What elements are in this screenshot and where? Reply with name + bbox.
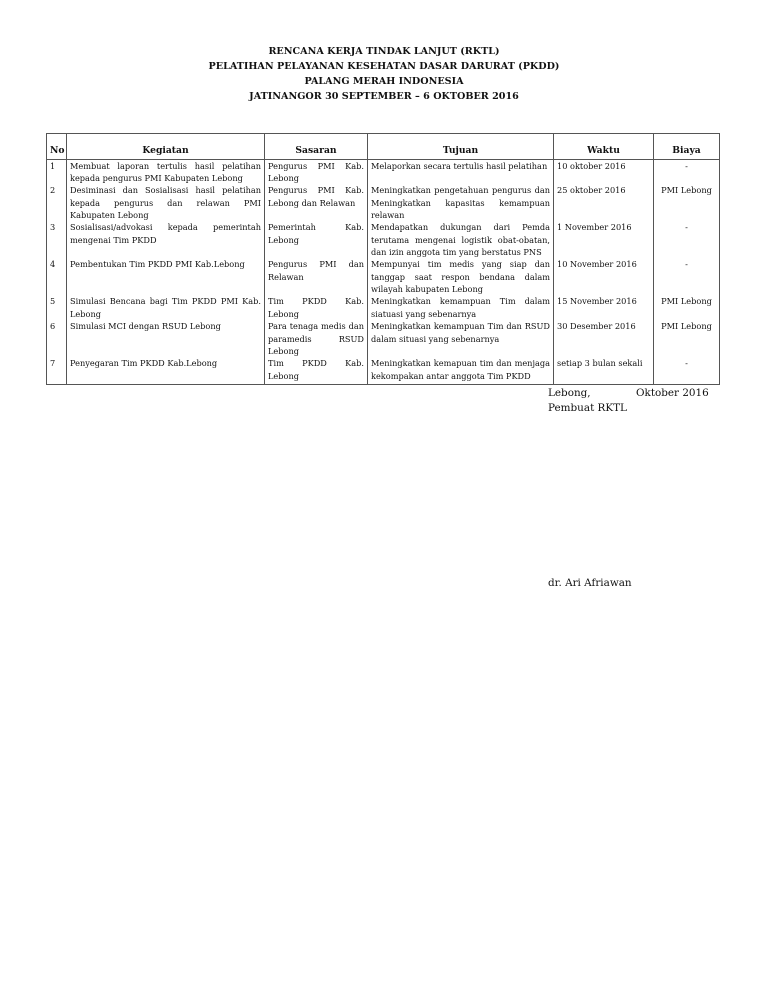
cell-waktu: 15 November 2016	[554, 295, 654, 320]
column-header-tujuan: Tujuan	[368, 134, 554, 160]
cell-tujuan: Meningkatkan kemampuan Tim dalam siatuasi yang sebenarnya	[368, 295, 554, 320]
column-header-kegiatan: Kegiatan	[67, 134, 265, 160]
cell-tujuan: Meningkatkan kemapuan tim dan menjaga kekompakan antar anggota Tim PKDD	[368, 357, 554, 384]
cell-waktu: 30 Desember 2016	[554, 320, 654, 357]
cell-tujuan: Meningkatkan pengetahuan pengurus dan Meningkatkan kapasitas kemampuan relawan	[368, 184, 554, 221]
table-row	[47, 357, 720, 384]
cell-sasaran: Pengurus PMI Kab. Lebong	[265, 160, 368, 185]
cell-biaya: PMI Lebong	[654, 295, 720, 320]
table-header-row	[47, 134, 720, 160]
cell-kegiatan: Simulasi MCI dengan RSUD Lebong	[67, 320, 265, 357]
cell-no: 6	[47, 320, 67, 357]
column-header-no: No	[47, 134, 67, 160]
signature-date: Oktober 2016	[636, 387, 709, 399]
cell-sasaran: Pengurus PMI dan Relawan	[265, 258, 368, 295]
rktl-table	[46, 133, 720, 385]
cell-tujuan: Meningkatkan kemampuan Tim dan RSUD dalam situasi yang sebenarnya	[368, 320, 554, 357]
header-subtitle: PELATIHAN PELAYANAN KESEHATAN DASAR DARURAT (PKDD)	[208, 61, 560, 72]
cell-no: 2	[47, 184, 67, 221]
signature-city: Lebong,	[548, 387, 591, 399]
cell-no: 7	[47, 357, 67, 384]
cell-tujuan: Mempunyai tim medis yang siap dan tanggap saat respon bendana dalam wilayah kabupaten Lebong	[368, 258, 554, 295]
cell-tujuan: Mendapatkan dukungan dari Pemda terutama mengenai logistik obat-obatan, dan izin anggota tim yang berstatus PNS	[368, 221, 554, 258]
cell-waktu: 10 November 2016	[554, 258, 654, 295]
cell-kegiatan: Desiminasi dan Sosialisasi hasil pelatihan kepada pengurus dan relawan PMI Kabupaten Lebong	[67, 184, 265, 221]
cell-sasaran: Pengurus PMI Kab. Lebong dan Relawan	[265, 184, 368, 221]
cell-waktu: 1 November 2016	[554, 221, 654, 258]
signature-name: dr. Ari Afriawan	[548, 577, 632, 589]
cell-sasaran: Tim PKDD Kab. Lebong	[265, 357, 368, 384]
table-row	[47, 320, 720, 357]
cell-sasaran: Para tenaga medis dan paramedis RSUD Lebong	[265, 320, 368, 357]
cell-no: 5	[47, 295, 67, 320]
cell-kegiatan: Pembentukan Tim PKDD PMI Kab.Lebong	[67, 258, 265, 295]
cell-biaya: PMI Lebong	[654, 320, 720, 357]
cell-sasaran: Tim PKDD Kab. Lebong	[265, 295, 368, 320]
column-header-sasaran: Sasaran	[265, 134, 368, 160]
cell-biaya: -	[654, 258, 720, 295]
column-header-biaya: Biaya	[654, 134, 720, 160]
cell-kegiatan: Membuat laporan tertulis hasil pelatihan kepada pengurus PMI Kabupaten Lebong	[67, 160, 265, 185]
table-row	[47, 295, 720, 320]
header-date-place: JATINANGOR 30 SEPTEMBER – 6 OKTOBER 2016	[249, 91, 519, 102]
column-header-waktu: Waktu	[554, 134, 654, 160]
table-row	[47, 160, 720, 185]
table-row	[47, 221, 720, 258]
cell-kegiatan: Penyegaran Tim PKDD Kab.Lebong	[67, 357, 265, 384]
cell-kegiatan: Simulasi Bencana bagi Tim PKDD PMI Kab. Lebong	[67, 295, 265, 320]
cell-biaya: -	[654, 357, 720, 384]
header-title: RENCANA KERJA TINDAK LANJUT (RKTL)	[268, 46, 500, 57]
cell-waktu: 25 oktober 2016	[554, 184, 654, 221]
cell-tujuan: Melaporkan secara tertulis hasil pelatihan	[368, 160, 554, 185]
signature-role: Pembuat RKTL	[548, 402, 627, 414]
cell-biaya: -	[654, 221, 720, 258]
cell-kegiatan: Sosialisasi/advokasi kepada pemerintah mengenai Tim PKDD	[67, 221, 265, 258]
header-organization: PALANG MERAH INDONESIA	[304, 76, 464, 87]
cell-no: 4	[47, 258, 67, 295]
cell-biaya: PMI Lebong	[654, 184, 720, 221]
cell-no: 1	[47, 160, 67, 185]
document-header	[0, 44, 768, 104]
cell-sasaran: Pemerintah Kab. Lebong	[265, 221, 368, 258]
cell-waktu: 10 oktober 2016	[554, 160, 654, 185]
table-row	[47, 184, 720, 221]
cell-no: 3	[47, 221, 67, 258]
cell-biaya: -	[654, 160, 720, 185]
table-row	[47, 258, 720, 295]
cell-waktu: setiap 3 bulan sekali	[554, 357, 654, 384]
